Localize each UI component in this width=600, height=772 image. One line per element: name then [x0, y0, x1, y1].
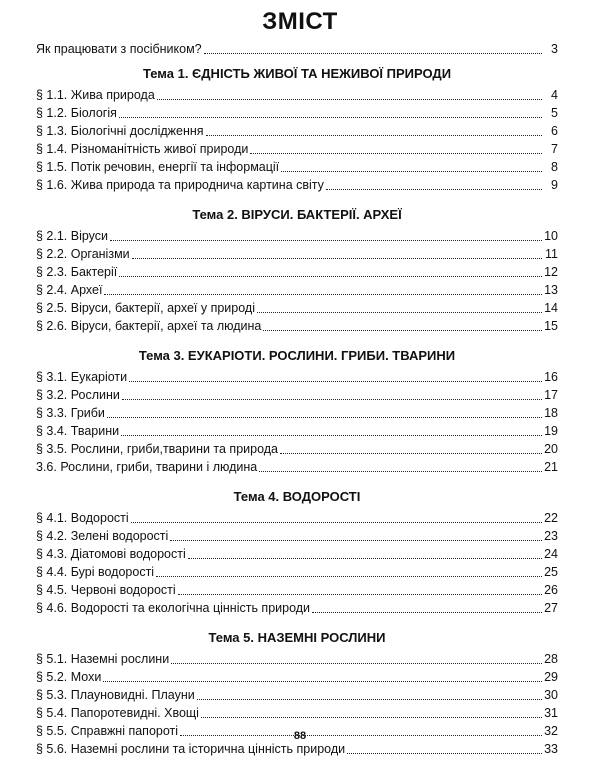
leader-dots [347, 753, 542, 754]
toc-entry[interactable] [36, 281, 558, 299]
toc-entry-label: § 2.6. Віруси, бактерії, археї та людина [36, 319, 262, 333]
toc-entry-label: § 5.5. Справжні папороті [36, 724, 179, 738]
leader-dots [171, 663, 542, 664]
toc-entry-page: 11 [545, 247, 558, 261]
toc-entry-page: 30 [544, 688, 558, 702]
section-title: Тема 1. ЄДНІСТЬ ЖИВОЇ ТА НЕЖИВОЇ ПРИРОДИ [142, 66, 452, 81]
section-title: Тема 2. ВІРУСИ. БАКТЕРІЇ. АРХЕЇ [192, 207, 402, 222]
toc-entry-label: § 3.5. Рослини, гриби,тварини та природа [36, 442, 279, 456]
toc-entry-page: 23 [544, 529, 558, 543]
toc-entry-page: 26 [544, 583, 558, 597]
section-title: Тема 4. ВОДОРОСТІ [233, 489, 361, 504]
toc-entry-page: 12 [544, 265, 558, 279]
leader-dots [103, 681, 542, 682]
toc-entry[interactable] [36, 158, 558, 176]
leader-dots [197, 699, 542, 700]
leader-dots [201, 717, 542, 718]
toc-entry[interactable] [36, 104, 558, 122]
toc-section [36, 205, 558, 335]
toc-entry[interactable] [36, 422, 558, 440]
toc-entry[interactable] [36, 563, 558, 581]
toc-entry[interactable] [36, 668, 558, 686]
toc-entry[interactable] [36, 368, 558, 386]
toc-entry-label: § 4.1. Водорості [36, 511, 129, 525]
leader-dots [281, 171, 542, 172]
toc-entry-page: 32 [544, 724, 558, 738]
toc-entry[interactable] [36, 176, 558, 194]
toc-entry-page: 20 [544, 442, 558, 456]
toc-entry-page: 17 [544, 388, 558, 402]
leader-dots [122, 399, 542, 400]
toc-entry-page: 25 [544, 565, 558, 579]
toc-entry[interactable] [36, 299, 558, 317]
toc-entry-label: § 5.2. Мохи [36, 670, 102, 684]
toc-entry-page: 21 [544, 460, 558, 474]
leader-dots [170, 540, 542, 541]
toc-entry-page: 24 [544, 547, 558, 561]
toc-entry[interactable] [36, 263, 558, 281]
toc-entry-page: 6 [551, 124, 558, 138]
toc-entry-page: 18 [544, 406, 558, 420]
toc-entry-label: Як працювати з посібником? [36, 42, 202, 56]
toc-entry-page: 10 [544, 229, 558, 243]
toc-entry-label: § 2.2. Організми [36, 247, 130, 261]
page-number: 88 [293, 730, 307, 742]
toc-entry-page: 31 [544, 706, 558, 720]
toc-entry[interactable] [36, 245, 558, 263]
toc-entry-label: § 4.4. Бурі водорості [36, 565, 155, 579]
toc-entry-label: § 5.4. Папоротевидні. Хвощі [36, 706, 199, 720]
leader-dots [326, 189, 542, 190]
leader-dots [104, 294, 542, 295]
toc-entry[interactable] [36, 581, 558, 599]
leader-dots [132, 258, 542, 259]
toc-entry-label: § 3.1. Еукаріоти [36, 370, 128, 384]
toc-entry[interactable] [36, 599, 558, 617]
toc-entry-label: § 4.3. Діатомові водорості [36, 547, 186, 561]
toc-entry[interactable] [36, 140, 558, 158]
toc-entry-page: 4 [551, 88, 558, 102]
leader-dots [312, 612, 542, 613]
leader-dots [129, 381, 542, 382]
toc-entry-page: 28 [544, 652, 558, 666]
toc-entry-label: § 1.6. Жива природа та природнича картина світу [36, 178, 324, 192]
toc-entry-page: 13 [544, 283, 558, 297]
toc-entry[interactable] [36, 686, 558, 704]
toc-section [36, 487, 558, 617]
section-title: Тема 3. ЕУКАРІОТИ. РОСЛИНИ. ГРИБИ. ТВАРИНИ [138, 348, 456, 363]
leader-dots [110, 240, 542, 241]
toc-entry-page: 7 [551, 142, 558, 156]
leader-dots [250, 153, 542, 154]
toc-entry-page: 14 [544, 301, 558, 315]
toc-entry[interactable] [36, 317, 558, 335]
toc-entry[interactable] [36, 122, 558, 140]
toc-entry-label: § 1.2. Біологія [36, 106, 117, 120]
leader-dots [280, 453, 542, 454]
leader-dots [178, 594, 542, 595]
toc-entry-label: § 1.5. Потік речовин, енергії та інформації [36, 160, 280, 174]
leader-dots [188, 558, 542, 559]
leader-dots [131, 522, 542, 523]
leader-dots [206, 135, 542, 136]
leader-dots [204, 53, 542, 54]
toc-entry-page: 33 [544, 742, 558, 756]
leader-dots [119, 276, 542, 277]
toc-entry[interactable] [36, 227, 558, 245]
toc-entry-page: 27 [544, 601, 558, 615]
toc-entry[interactable] [36, 650, 558, 668]
section-title: Тема 5. НАЗЕМНІ РОСЛИНИ [208, 630, 386, 645]
toc-sections [36, 64, 558, 769]
toc-entry-label: 3.6. Рослини, гриби, тварини і людина [36, 460, 258, 474]
toc-entry[interactable] [36, 509, 558, 527]
toc-entry-label: § 4.2. Зелені водорості [36, 529, 169, 543]
toc-entry-label: § 2.3. Бактерії [36, 265, 118, 279]
toc-entry-label: § 2.1. Віруси [36, 229, 109, 243]
toc-intro [36, 40, 558, 58]
toc-entry[interactable] [36, 86, 558, 104]
toc-entry[interactable] [36, 404, 558, 422]
toc-entry-label: § 1.4. Різноманітність живої природи [36, 142, 249, 156]
toc-entry[interactable] [36, 545, 558, 563]
toc-entry-label: § 3.2. Рослини [36, 388, 120, 402]
toc-entry-label: § 1.3. Біологічні дослідження [36, 124, 204, 138]
page-title: ЗМІСТ [262, 8, 338, 35]
leader-dots [257, 312, 542, 313]
leader-dots [157, 99, 542, 100]
toc-entry[interactable] [36, 386, 558, 404]
leader-dots [263, 330, 542, 331]
toc-entry-label: § 4.5. Червоні водорості [36, 583, 176, 597]
leader-dots [259, 471, 542, 472]
toc-entry-label: § 5.3. Плауновидні. Плауни [36, 688, 195, 702]
toc-entry-page: 19 [544, 424, 558, 438]
toc-entry-page: 15 [544, 319, 558, 333]
leader-dots [119, 117, 542, 118]
toc-entry-label: § 1.1. Жива природа [36, 88, 155, 102]
toc-entry-label: § 5.1. Наземні рослини [36, 652, 170, 666]
toc-entry[interactable] [36, 40, 558, 58]
toc-entry-page: 9 [551, 178, 558, 192]
leader-dots [121, 435, 542, 436]
toc-entry-page: 16 [544, 370, 558, 384]
toc-entry-page: 29 [544, 670, 558, 684]
toc-entry[interactable] [36, 527, 558, 545]
toc-entry-label: § 3.4. Тварини [36, 424, 120, 438]
toc-entry-label: § 5.6. Наземні рослини та історична цінність природи [36, 742, 346, 756]
toc-entry-label: § 4.6. Водорості та екологічна цінність природи [36, 601, 311, 615]
leader-dots [156, 576, 542, 577]
toc-entry-label: § 2.5. Віруси, бактерії, археї у природі [36, 301, 255, 315]
toc-entry-page: 8 [551, 160, 558, 174]
toc-section [36, 346, 558, 476]
toc-entry[interactable] [36, 704, 558, 722]
toc-section [36, 64, 558, 194]
toc-entry-page: 22 [544, 511, 558, 525]
toc-entry-page: 3 [551, 42, 558, 56]
toc-entry-label: § 2.4. Археї [36, 283, 103, 297]
toc-entry-label: § 3.3. Гриби [36, 406, 105, 420]
toc-entry-page: 5 [551, 106, 558, 120]
toc-entry[interactable] [36, 740, 558, 758]
toc-entry[interactable] [36, 440, 558, 458]
toc-entry[interactable] [36, 458, 558, 476]
leader-dots [107, 417, 542, 418]
